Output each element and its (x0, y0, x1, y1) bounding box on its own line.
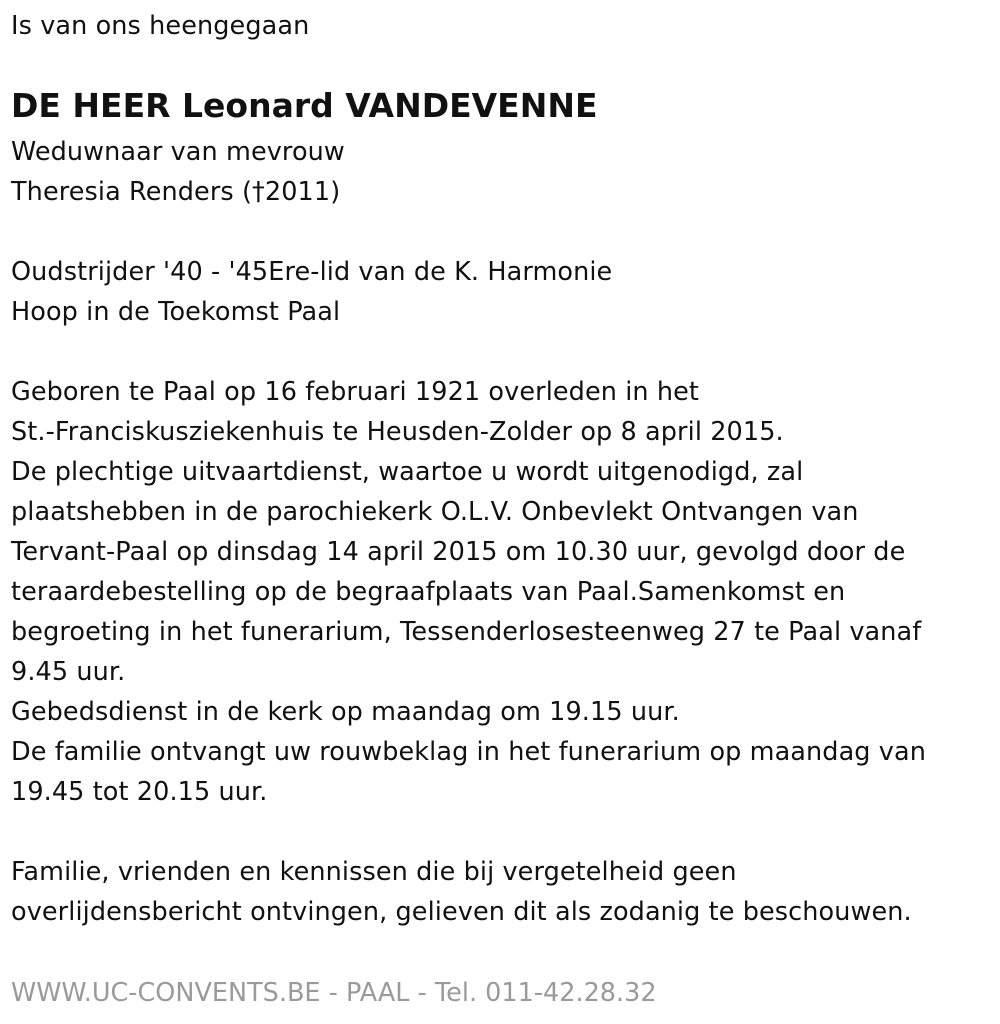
details-line: 19.45 tot 20.15 uur. (11, 777, 268, 807)
details-line: De plechtige uitvaartdienst, waartoe u wordt uitgenodigd, zal (11, 457, 804, 487)
details-line: teraardebestelling op de begraafplaats van Paal.Samenkomst en (11, 577, 846, 607)
details-line: Geboren te Paal op 16 februari 1921 overleden in het (11, 377, 700, 407)
honors-line: Hoop in de Toekomst Paal (11, 297, 341, 327)
details-line: St.-Franciskusziekenhuis te Heusden-Zolder op 8 april 2015. (11, 417, 784, 447)
death-notice (11, 6, 986, 932)
honors-section (11, 252, 986, 332)
spacer (11, 812, 986, 852)
spacer (11, 332, 986, 372)
details-section (11, 372, 986, 812)
details-line: begroeting in het funerarium, Tessenderlosesteenweg 27 te Paal vanaf (11, 617, 922, 647)
details-line: Gebedsdienst in de kerk op maandag om 19.15 uur. (11, 697, 680, 727)
footer-contact: WWW.UC-CONVENTS.BE - PAAL - Tel. 011-42.28.32 (11, 978, 657, 1008)
closing-section (11, 852, 986, 932)
honors-line: Oudstrijder '40 - '45Ere-lid van de K. Harmonie (11, 257, 613, 287)
intro-text: Is van ons heengegaan (11, 11, 310, 41)
details-line: Tervant-Paal op dinsdag 14 april 2015 om 10.30 uur, gevolgd door de (11, 537, 906, 567)
closing-line: overlijdensbericht ontvingen, gelieven dit als zodanig te beschouwen. (11, 897, 912, 927)
closing-line: Familie, vrienden en kennissen die bij vergetelheid geen (11, 857, 737, 887)
deceased-name: DE HEER Leonard VANDEVENNE (11, 86, 598, 125)
details-line: De familie ontvangt uw rouwbeklag in het funerarium op maandag van (11, 737, 926, 767)
spouse-line: Weduwnaar van mevrouw (11, 137, 345, 167)
details-line: 9.45 uur. (11, 657, 126, 687)
spacer (11, 212, 986, 252)
details-line: plaatshebben in de parochiekerk O.L.V. Onbevlekt Ontvangen van (11, 497, 859, 527)
spouse-line: Theresia Renders (†2011) (11, 177, 341, 207)
spouse-section (11, 132, 986, 212)
